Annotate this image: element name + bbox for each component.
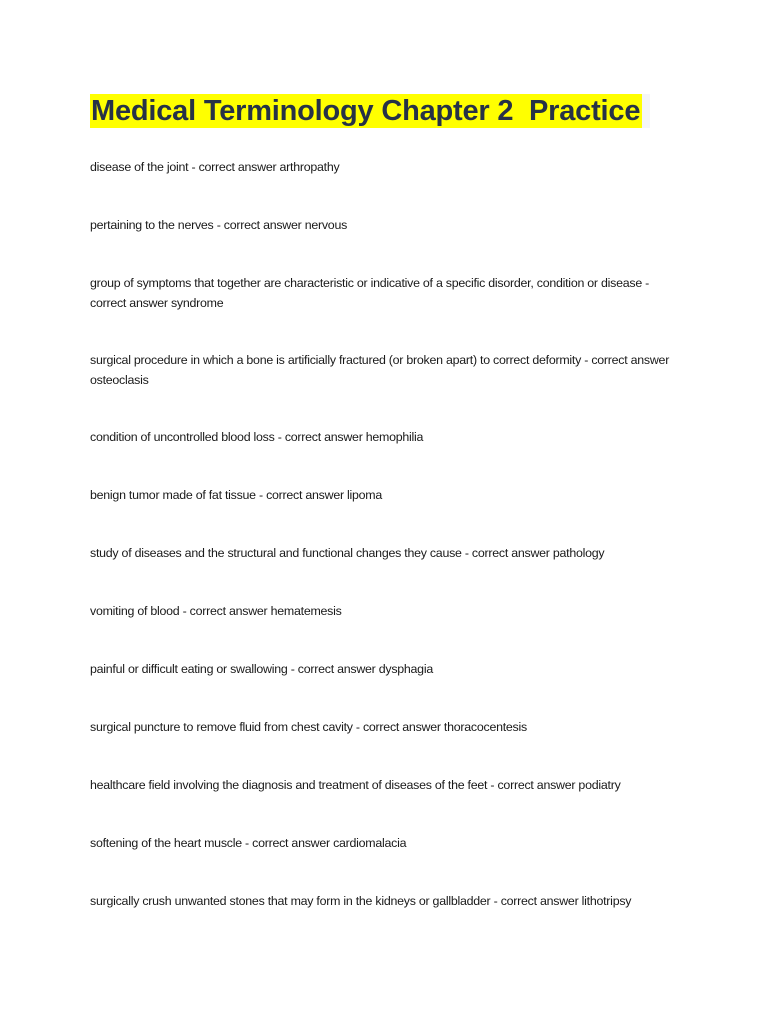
qa-item: group of symptoms that together are characteristic or indicative of a specific disorder, condition or disease - correct answer syndrome (90, 276, 650, 310)
qa-item: surgical puncture to remove fluid from chest cavity - correct answer thoracocentesis (90, 720, 527, 734)
page-title: Medical Terminology Chapter 2 Practice (91, 95, 641, 127)
qa-item: painful or difficult eating or swallowing - correct answer dysphagia (90, 662, 433, 676)
qa-item: surgically crush unwanted stones that may form in the kidneys or gallbladder - correct answer lithotripsy (90, 894, 632, 908)
title-wrap (90, 94, 650, 128)
qa-item: condition of uncontrolled blood loss - correct answer hemophilia (90, 430, 424, 444)
qa-item: pertaining to the nerves - correct answer nervous (90, 218, 348, 232)
title-highlight-tail (642, 94, 650, 128)
qa-item: vomiting of blood - correct answer hematemesis (90, 604, 342, 618)
qa-item: disease of the joint - correct answer arthropathy (90, 160, 340, 174)
qa-item: surgical procedure in which a bone is artificially fractured (or broken apart) to correct deformity - correct answer osteoclasis (90, 353, 670, 387)
qa-item: healthcare field involving the diagnosis and treatment of diseases of the feet - correct answer podiatry (90, 778, 621, 792)
qa-item: softening of the heart muscle - correct answer cardiomalacia (90, 836, 407, 850)
qa-item: benign tumor made of fat tissue - correct answer lipoma (90, 488, 383, 502)
qa-list (90, 158, 688, 950)
qa-item: study of diseases and the structural and functional changes they cause - correct answer pathology (90, 546, 605, 560)
